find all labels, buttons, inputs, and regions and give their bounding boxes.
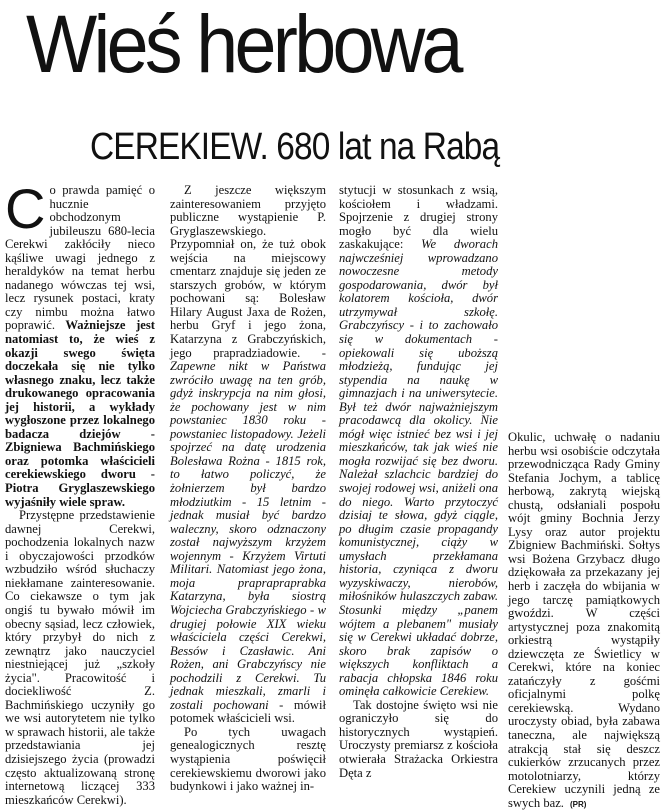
subheadline: CEREKIEW. 680 lat na Rabą — [90, 126, 500, 168]
article-paragraph: Tak dostojne święto wsi nie ograniczyło się do historycznych wystąpień. Uroczysty premiarsz z kościoła otwierała Strażacka Orkiestra Dęta z — [339, 697, 498, 780]
quote-text: We dworach najwcześniej wprowadzano nowoczesne metody gospodarowania, dwór był kolatorem kościoła, dwór utrzymywał szkołę. Grabczyńscy - i to zachowało się w dokumentach - opiekowali się uboższą młodzieżą, fundując jej stypendia na naukę w gimnazjach i na uniwersytecie. Był też dwór najważniejszym pracodawcą dla okolicy. Nie mógł więc istnieć bez wsi i jej mieszkańców, tak jak wieś nie mogła rozwijać się bez dworu. Należał szlachcic bardziej do swojej rodowej wsi, aniżeli ona do niego. Warto przytoczyć dzisiaj te słowa, gdyż ciągle, po długim czasie propagandy komunistycznej, ciąży w umysłach przekłamana historia, czyniąca z dworu wyzyskiwaczy, nierobów, miłośników hulaszczych zabaw. Stosunki między „panem wójtem a plebanem" musiały się w Cerekwi układać dobrze, skoro brak zapisów o większych konfliktach a rabacja chłopska 1846 roku ominęła całkowicie Cerekiew. — [339, 237, 498, 699]
article-paragraph — [508, 431, 660, 811]
headline: Wieś herbowa — [26, 0, 460, 90]
article-column-2 — [170, 183, 326, 794]
quote-text: - Zapewne nikt w Państwa zwróciło uwagę na ten grób, gdyż inskrypcja na nim głosi, że pochowany jest w nim powstaniec 1830 roku - powstaniec listopadowy. Jeżeli spojrzeć na datę urodzenia Bolesława Rożna - 1815 rok, to łatwo policzyć, że żołnierzem był bardzo młodziutkim - 15 letnim - jednak musiał być bardzo waleczny, skoro odznaczony został najwyższym krzyżem wojennym - Krzyżem Virtuti Militari. Natomiast jego żona, moja praprapraprabka Katarzyna, była siostrą Wojciecha Grabczyńskiego - w drugiej połowie XIX wieku właściciela części Cerekwi, Bessów i Czasławic. Ani Rożen, ani Grabczyńscy nie pochodzili z Cerekwi. Tu jednak mieszkali, zmarli i zostali pochowani — [170, 345, 326, 712]
article-paragraph — [170, 184, 326, 726]
lead-text: o prawda pamięć o hucznie obchodzonym jubileuszu 680-lecia Cerekwi zakłóciły nieco kąśliwe uwagi jednego z heraldyków na temat herbu nadanego wówczas tej wsi, lecz rysunek postaci, kraty czy nimbu można łatwo poprawić. — [5, 183, 155, 333]
body-text: Z jeszcze większym zainteresowaniem przyjęto publiczne wystąpienie P. Gryglaszewskiego. Przypomniał on, że tuż obok wejścia na miejscowy cmentarz znajduje się jeden ze starszych grobów, w którym pochowani są: Bolesław Hilary August Jaxa de Rożen, herbu Gryf i jego żona, Katarzyna z Grabczyńskich, jego prapradziadowie. — [170, 183, 326, 360]
article-paragraph — [5, 177, 155, 509]
bold-text: Ważniejsze jest natomiast to, że wieś z okazji swego święta doczekała się nie tylko własnego znaku, lecz także drukowanego opracowania jej historii, a wykłady wygłoszone przez lokalnego badacza dziejów - Zbigniewa Bachmińskiego oraz potomka właścicieli cerekiewskiego dworu - Piotra Gryglaszewskiego wyjaśniły wiele spraw. — [5, 318, 155, 509]
body-text: Okulic, uchwałę o nadaniu herbu wsi osobiście odczytała przewodnicząca Rady Gminy Stefania Jochym, a tablicę herbową, zakrytą wiejską chustą, odsłaniali pospołu wójt gminy Bochnia Jerzy Lysy oraz autor projektu Zbigniew Bachmiński. Sołtys wsi Bożena Grzybacz długo dziękowała za przekazany jej herb i zaczęła do wbijania w jego tarczę pamiątkowych gwoździ. W części artystycznej poza znakomitą orkiestrą wystąpiły dziewczęta ze Świetlicy w Cerekwi, które na koniec zatańczyły z gośćmi oficjalnymi polkę cerekiewską. Wydano uroczysty obiad, była zabawa taneczna, ale największą atrakcją stał się deszcz cukierków zrzucanych przez motolotniarzy, którzy Cerekiew uczynili jedną ze swych baz. — [508, 430, 660, 810]
article-paragraph: Przystępne przedstawienie dawnej Cerekwi, pochodzenia lokalnych nazw i obyczajowości przodków wzbudziło wśród słuchaczy niekłamane zainteresowanie. Co ciekawsze o tym jak ongiś tu bywało mówił im obecny sąsiad, lecz człowiek, który przybył do nich z zewnątrz jako nauczyciel niestniejącej już „szkoły życia". Pracowitość i dociekliwość Z. Bachmińskiego uczyniły go we wsi autorytetem nie tylko w sprawach historii, ale także przedstawiania jej dzisiejszego życia (prowadzi często aktualizowaną stronę internetową liczącej 333 mieszkańców Cerekwi). — [5, 508, 155, 807]
drop-cap: C — [5, 177, 46, 240]
article-paragraph — [339, 184, 498, 699]
article-paragraph: Po tych uwagach genealogicznych resztę wystąpienia poświęcił cerekiewskiemu dworowi jako budynkowi i jako ważnej in- — [170, 724, 326, 794]
article-column-1 — [5, 177, 155, 807]
article-column-4 — [508, 430, 660, 810]
author-signature: (PR) — [569, 799, 587, 809]
body-text: - mówił potomek właścicieli wsi. — [170, 697, 326, 726]
body-text: stytucji w stosunkach z wsią, kościołem i władzami. Spojrzenie z drugiej strony mogło być dla wielu zaskakujące: — [339, 183, 498, 252]
article-column-3 — [339, 183, 498, 780]
